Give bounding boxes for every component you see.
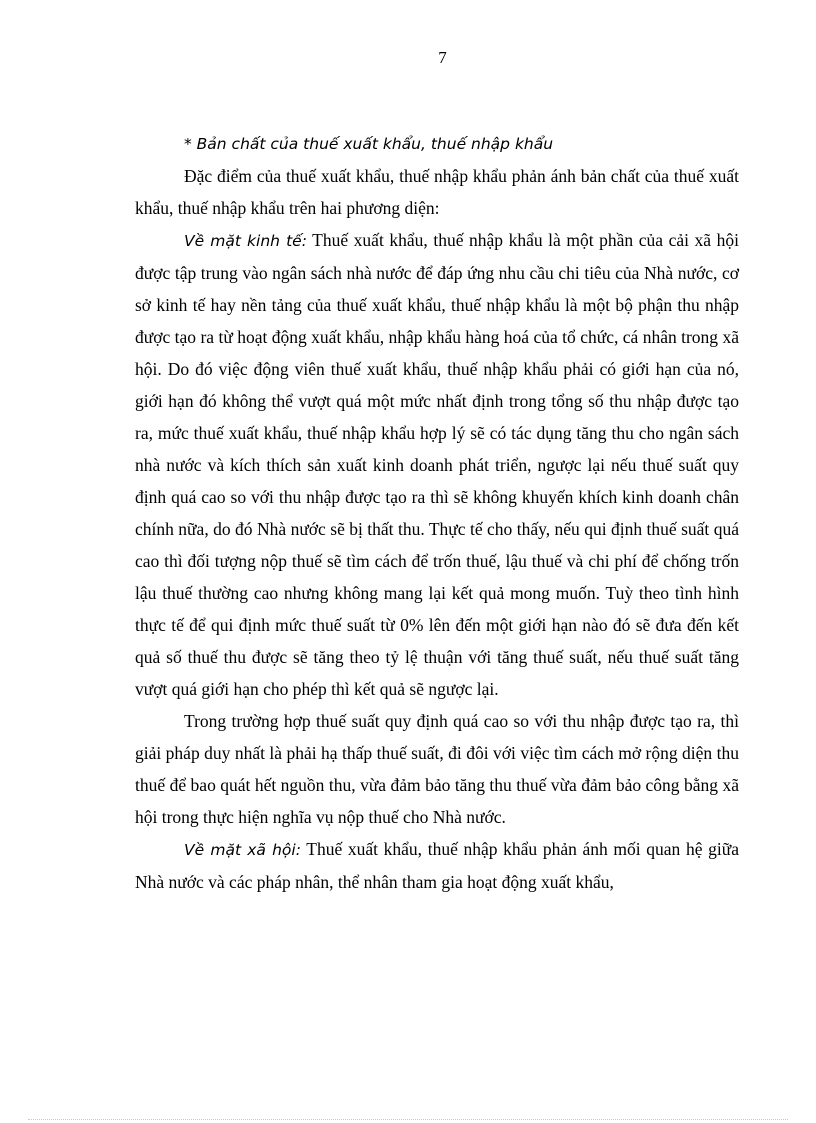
page-bottom-divider [28, 1119, 788, 1120]
intro-paragraph: Đặc điểm của thuế xuất khẩu, thuế nhập khẩu phản ánh bản chất của thuế xuất khẩu, thuế nhập khẩu trên hai phương diện: [135, 166, 739, 218]
economic-lead: Về mặt kinh tế: [184, 232, 307, 250]
page-number: 7 [438, 48, 447, 67]
social-lead: Về mặt xã hội: [184, 841, 301, 859]
social-paragraph [135, 833, 739, 898]
solution-paragraph: Trong trường hợp thuế suất quy định quá cao so với thu nhập được tạo ra, thì giải pháp duy nhất là phải hạ thấp thuế suất, đi đôi với việc tìm cách mở rộng diện thu thuế để bao quát hết nguồn thu, vừa đảm bảo tăng thu thuế vừa đảm bảo công bằng xã hội trong thực hiện nghĩa vụ nộp thuế cho Nhà nước. [135, 711, 739, 827]
document-body [135, 131, 739, 898]
social-text: Thuế xuất khẩu, thuế nhập khẩu phản ánh mối quan hệ giữa Nhà nước và các pháp nhân, thể nhân tham gia hoạt động xuất khẩu, [135, 839, 739, 892]
section-heading: * Bản chất của thuế xuất khẩu, thuế nhập khẩu [184, 135, 554, 153]
economic-paragraph [135, 224, 739, 705]
economic-text: Thuế xuất khẩu, thuế nhập khẩu là một phần của cải xã hội được tập trung vào ngân sách nhà nước để đáp ứng nhu cầu chi tiêu của Nhà nước, cơ sở kinh tế hay nền tảng của thuế xuất khẩu, thuế nhập khẩu là một bộ phận thu nhập được tạo ra từ hoạt động xuất khẩu, nhập khẩu hàng hoá của tổ chức, cá nhân trong xã hội. Do đó việc động viên thuế xuất khẩu, thuế nhập khẩu phải có giới hạn của nó, giới hạn đó không thể vượt quá một mức nhất định trong tổng số thu nhập được tạo ra, mức thuế xuất khẩu, thuế nhập khẩu hợp lý sẽ có tác dụng tăng thu cho ngân sách nhà nước và kích thích sản xuất kinh doanh phát triển, ngược lại nếu thuế suất quy định quá cao so với thu nhập được tạo ra thì sẽ không khuyến khích kinh doanh chân chính nữa, do đó Nhà nước sẽ bị thất thu. Thực tế cho thấy, nếu qui định thuế suất quá cao thì đối tượng nộp thuế sẽ tìm cách để trốn thuế, lậu thuế và chi phí để chống trốn lậu thuế thường cao nhưng không mang lại kết quả mong muốn. Tuỳ theo tình hình thực tế để qui định mức thuế suất từ 0% lên đến một giới hạn nào đó sẽ đưa đến kết quả số thuế thu được sẽ tăng theo tỷ lệ thuận với tăng thuế suất, nếu thuế suất tăng vượt quá giới hạn cho phép thì kết quả sẽ ngược lại. [135, 230, 739, 699]
